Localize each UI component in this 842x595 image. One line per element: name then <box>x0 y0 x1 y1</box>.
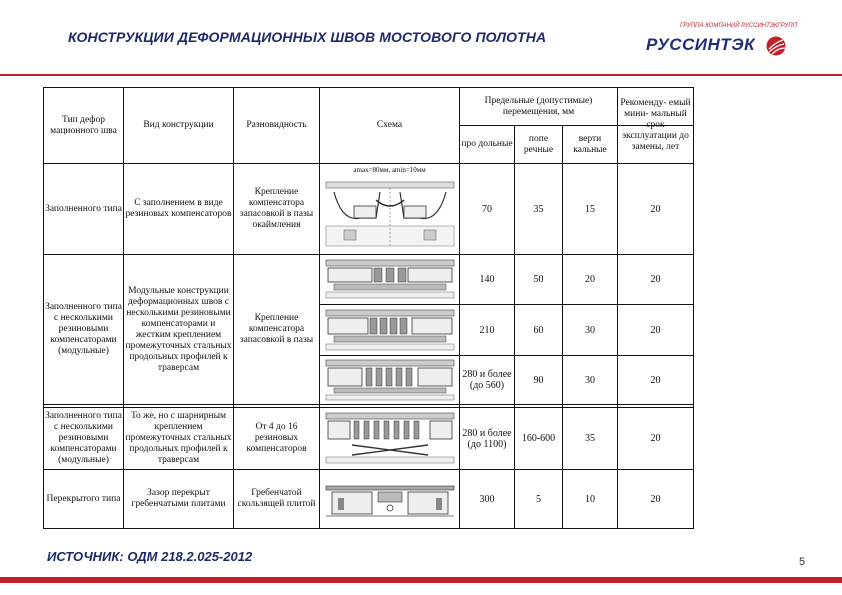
table-border-bottom <box>43 528 694 529</box>
header-construction: Вид конструкции <box>143 120 214 130</box>
row2b-longitudinal: 210 <box>479 324 495 336</box>
row2c-vertical: 30 <box>585 374 595 386</box>
row4-vertical: 10 <box>585 493 595 505</box>
scheme-comb-plate-drawing <box>324 474 456 524</box>
row3-longitudinal: 280 и более (до 1100) <box>462 427 512 450</box>
row3-vertical: 35 <box>585 433 595 444</box>
row2-construction: Модульные конструкции деформационных швов с несколькими резиновыми компенсаторами и жестким креплением промежуточных стальных продольных профилей к траверсам <box>125 285 232 373</box>
row4-transverse: 5 <box>536 493 541 505</box>
row4-longitudinal: 300 <box>479 493 495 505</box>
page-title: КОНСТРУКЦИИ ДЕФОРМАЦИОННЫХ ШВОВ МОСТОВОГО ПОЛОТНА <box>68 29 547 45</box>
row3-construction: То же, но с шарнирным креплением промежуточных стальных продольных профилей к траверсам <box>125 411 232 465</box>
header-longitudinal: про дольные <box>461 139 513 149</box>
scheme-modular-4seal-drawing <box>324 358 456 402</box>
row2-variety: Крепление компенсатора запасовкой в пазы <box>239 313 314 345</box>
header-movements: Предельные (допустимые) перемещения, мм <box>484 95 593 117</box>
row4-variety: Гребенчатой скользящей плитой <box>237 488 316 509</box>
row3-transverse: 160-600 <box>521 433 556 444</box>
header-transverse: попе речные <box>523 133 554 155</box>
row2b-transverse: 60 <box>533 324 544 336</box>
scheme-dimension-label: amax=80мм, amin=10мм <box>353 165 426 174</box>
header-vertical: верти кальные <box>573 133 607 155</box>
row4-life: 20 <box>650 493 661 505</box>
row2c-transverse: 90 <box>533 374 544 386</box>
scheme-modular-2seal-drawing <box>324 258 456 300</box>
scheme-modular-3seal-drawing <box>324 308 456 352</box>
row1-construction: С заполнением в виде резиновых компенсаторов <box>125 198 232 219</box>
logo-name: РУССИНТЭК <box>646 35 756 54</box>
row1-longitudinal: 70 <box>482 203 492 215</box>
row1-type: Заполненного типа <box>45 203 122 214</box>
row1-vertical: 15 <box>585 203 595 215</box>
scheme-single-seal-drawing <box>324 178 456 250</box>
row1-variety: Крепление компенсатора запасовкой в пазы окаймления <box>239 187 314 230</box>
row2b-vertical: 30 <box>585 324 595 336</box>
row2-type: Заполненного типа с несколькими резиновыми компенсаторами (модульные) <box>45 302 122 356</box>
header-scheme: Схема <box>376 120 403 130</box>
row2a-transverse: 50 <box>533 274 544 285</box>
logo-subtitle: ГРУППА КОМПАНИЙ РУССИНТЭКГРУПП <box>680 23 797 29</box>
scheme-swivel-joist-drawing <box>324 411 456 465</box>
row2a-life: 20 <box>650 274 661 285</box>
row-divider <box>43 404 694 405</box>
row4-construction: Зазор перекрыт гребенчатыми плитами <box>131 488 226 509</box>
footer-divider <box>0 577 842 583</box>
page-number: 5 <box>799 556 806 568</box>
header-service-life: Рекоменду- емый мини- мальный срок эксплуатации до замены, лет <box>620 98 691 152</box>
row1-life: 20 <box>650 203 661 215</box>
table-border-right <box>693 87 694 528</box>
row2b-life: 20 <box>650 324 661 336</box>
row3-life: 20 <box>650 433 661 444</box>
row3-variety: От 4 до 16 резиновых компенсаторов <box>246 422 307 454</box>
row2a-vertical: 20 <box>585 274 595 285</box>
row2a-longitudinal: 140 <box>479 274 495 285</box>
row4-type: Перекрытого типа <box>46 493 121 504</box>
header-variety: Разновидность <box>246 120 307 130</box>
row2c-longitudinal: 280 и более (до 560) <box>462 369 512 391</box>
row3-type: Заполненного типа с несколькими резиновыми компенсаторами (модульные) <box>45 411 122 465</box>
source-reference: ИСТОЧНИК: ОДМ 218.2.025-2012 <box>47 549 253 564</box>
header-type: Тип дефор мационного шва <box>50 114 117 136</box>
row1-transverse: 35 <box>533 203 544 215</box>
row2c-life: 20 <box>650 374 661 386</box>
